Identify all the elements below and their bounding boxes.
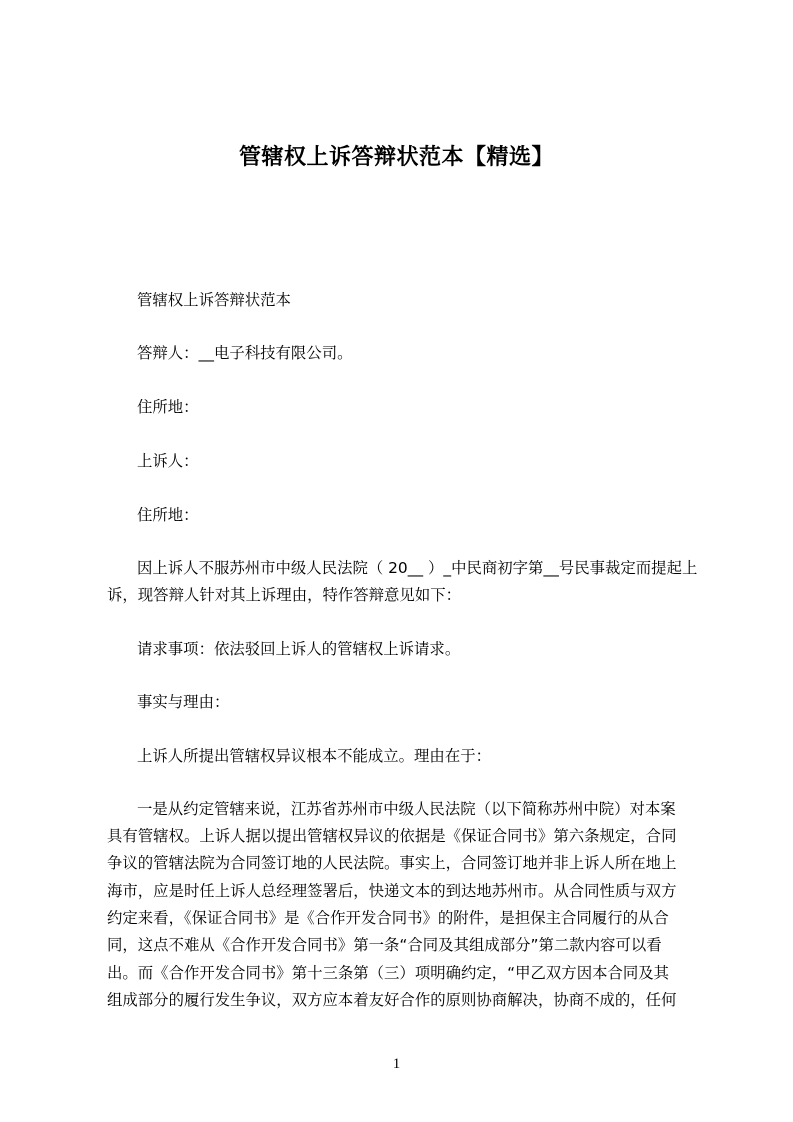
paragraph-heading: 管辖权上诉答辩状范本: [137, 291, 291, 309]
paragraph-reason-line: 海市，应是时任上诉人总经理签署后，快递文本的到达地苏州市。从合同性质与双方: [107, 882, 677, 900]
document-title: 管辖权上诉答辩状范本【精选】: [238, 145, 554, 170]
paragraph-reason-line: 一是从约定管辖来说，江苏省苏州市中级人民法院（以下简称苏州中院）对本案: [137, 800, 676, 818]
paragraph-intro-line: 因上诉人不服苏州市中级人民法院（ 20__ ）_中民商初字第__号民事裁定而提起上: [137, 559, 698, 577]
paragraph-reason-line: 出。而《合作开发合同书》第十三条第（三）项明确约定，“甲乙双方因本合同及其: [107, 964, 670, 982]
page-number: 1: [392, 1056, 401, 1072]
paragraph-reason-line: 约定来看，《保证合同书》是《合作开发合同书》的附件，是担保主合同履行的从合: [107, 909, 669, 927]
paragraph-reason-line: 具有管辖权。上诉人据以提出管辖权异议的依据是《保证合同书》第六条规定，合同: [107, 827, 677, 845]
paragraph-appellant: 上诉人：: [137, 452, 199, 470]
paragraph-reason-line: 组成部分的履行发生争议，双方应本着友好合作的原则协商解决，协商不成的，任何: [107, 991, 677, 1009]
paragraph-intro-line: 诉，现答辩人针对其上诉理由，特作答辩意见如下：: [107, 586, 461, 604]
paragraph-respondent-address: 住所地：: [137, 398, 199, 416]
paragraph-respondent: 答辩人：__电子科技有限公司。: [137, 344, 353, 362]
paragraph-request: 请求事项：依法驳回上诉人的管辖权上诉请求。: [137, 640, 461, 658]
paragraph-reason-line: 同，这点不难从《合作开发合同书》第一条“合同及其组成部分”第二款内容可以看: [107, 936, 662, 954]
paragraph-reason-line: 争议的管辖法院为合同签订地的人民法院。事实上，合同签订地并非上诉人所在地上: [107, 854, 677, 872]
paragraph-reason-intro: 上诉人所提出管辖权异议根本不能成立。理由在于：: [137, 747, 491, 765]
paragraph-facts-heading: 事实与理由：: [137, 693, 230, 711]
paragraph-appellant-address: 住所地：: [137, 506, 199, 524]
